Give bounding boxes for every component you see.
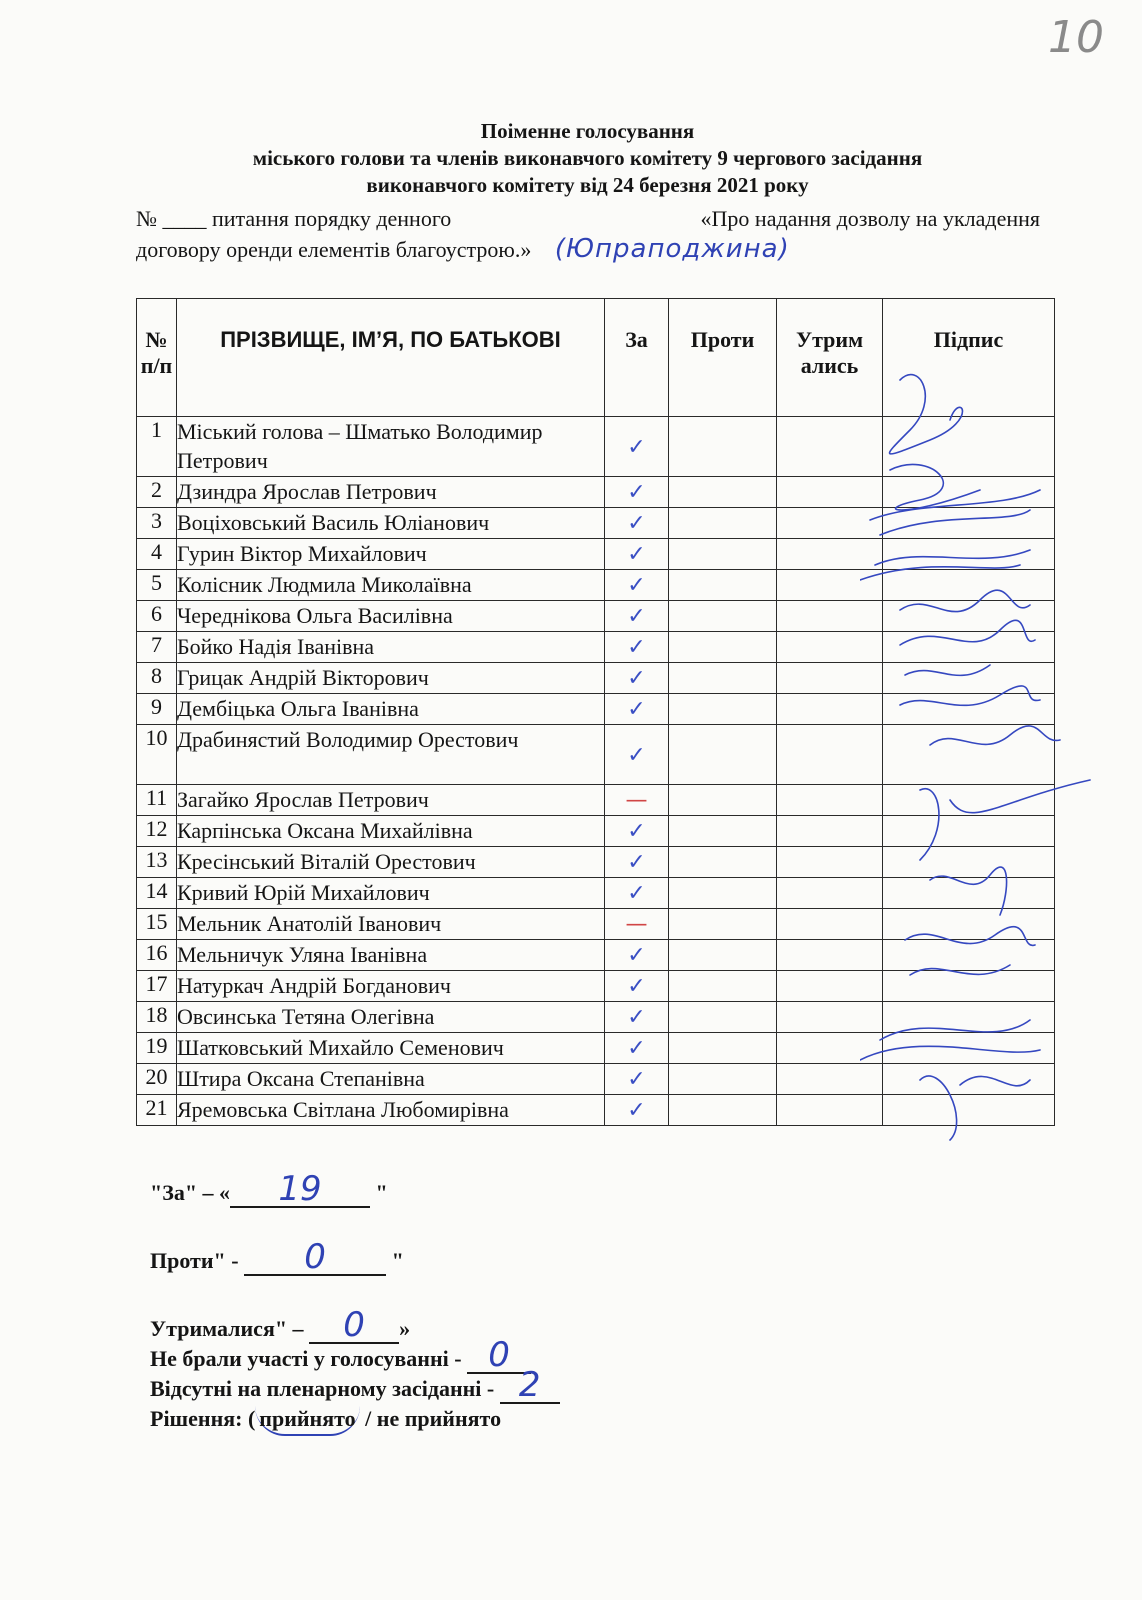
- vote-abstained-cell: [777, 1064, 883, 1095]
- table-row: [137, 570, 1055, 601]
- vote-against-cell: [669, 878, 777, 909]
- tally-not-voted-value: 0: [488, 1335, 510, 1375]
- vote-against-cell: [669, 477, 777, 508]
- tally-abstained-close: »: [399, 1316, 411, 1341]
- vote-for-cell: [605, 725, 669, 785]
- signature-cell: [883, 785, 1055, 816]
- vote-for-cell: [605, 632, 669, 663]
- vote-for-cell: [605, 1033, 669, 1064]
- vote-for-cell: [605, 477, 669, 508]
- voting-table: [136, 298, 1055, 1126]
- signature-cell: [883, 940, 1055, 971]
- vote-abstained-cell: [777, 663, 883, 694]
- header-signature: Підпис: [883, 299, 1055, 417]
- vote-for-cell: [605, 847, 669, 878]
- vote-abstained-cell: [777, 601, 883, 632]
- member-name: Кривий Юрій Михайлович: [177, 878, 605, 909]
- signature-cell: [883, 632, 1055, 663]
- row-num: 20: [137, 1064, 177, 1095]
- vote-against-cell: [669, 539, 777, 570]
- row-num: 9: [137, 694, 177, 725]
- row-num: 17: [137, 971, 177, 1002]
- signature-cell: [883, 878, 1055, 909]
- vote-abstained-cell: [777, 971, 883, 1002]
- signature-cell: [883, 694, 1055, 725]
- vote-abstained-cell: [777, 725, 883, 785]
- check-icon: ✓: [627, 573, 646, 598]
- vote-against-cell: [669, 417, 777, 477]
- question-prefix: № ____ питання порядку денного: [136, 206, 452, 231]
- signature-cell: [883, 909, 1055, 940]
- vote-for-cell: [605, 539, 669, 570]
- member-name: Дембіцька Ольга Іванівна: [177, 694, 605, 725]
- vote-for-cell: [605, 508, 669, 539]
- check-icon: ✓: [627, 850, 646, 875]
- vote-for-cell: [605, 601, 669, 632]
- vote-against-cell: [669, 785, 777, 816]
- tally-abstained-label: Утрималися" –: [150, 1316, 304, 1341]
- row-num: 3: [137, 508, 177, 539]
- vote-against-cell: [669, 1064, 777, 1095]
- tally-against-close: ": [391, 1248, 404, 1273]
- vote-abstained-cell: [777, 508, 883, 539]
- row-num: 4: [137, 539, 177, 570]
- vote-abstained-cell: [777, 1002, 883, 1033]
- row-num: 11: [137, 785, 177, 816]
- signature-cell: [883, 1064, 1055, 1095]
- signature-cell: [883, 816, 1055, 847]
- tally-abstained-blank: [309, 1305, 399, 1345]
- vote-for-cell: [605, 1095, 669, 1126]
- tally-absent-label: Відсутні на пленарному засіданні -: [150, 1376, 495, 1401]
- agenda-question: [136, 204, 1040, 265]
- member-name: Дзиндра Ярослав Петрович: [177, 477, 605, 508]
- table-row: [137, 417, 1055, 477]
- member-name: Овсинська Тетяна Олегівна: [177, 1002, 605, 1033]
- row-num: 13: [137, 847, 177, 878]
- row-num: 15: [137, 909, 177, 940]
- check-icon: ✓: [627, 434, 646, 460]
- question-text-line-1: «Про надання дозволу на укладення: [700, 206, 1040, 231]
- vote-against-cell: [669, 725, 777, 785]
- handwritten-topic: (Юпраподжина): [554, 234, 790, 264]
- tally-against-label: Проти" -: [150, 1248, 239, 1273]
- table-row: [137, 816, 1055, 847]
- check-icon: ✓: [627, 1005, 646, 1030]
- vote-abstained-cell: [777, 694, 883, 725]
- row-num: 12: [137, 816, 177, 847]
- tally-not-voted: [150, 1335, 531, 1375]
- vote-against-cell: [669, 632, 777, 663]
- vote-abstained-cell: [777, 785, 883, 816]
- tally-for-label: "За" – «: [150, 1180, 231, 1205]
- check-icon: ✓: [627, 943, 646, 968]
- decision-label: Рішення: (: [150, 1406, 256, 1431]
- member-name: Шатковський Михайло Семенович: [177, 1033, 605, 1064]
- vote-against-cell: [669, 694, 777, 725]
- heading-line-1: Поіменне голосування: [480, 119, 695, 143]
- row-num: 8: [137, 663, 177, 694]
- vote-against-cell: [669, 601, 777, 632]
- row-num: 6: [137, 601, 177, 632]
- decision-rest: / не прийнято: [365, 1406, 502, 1431]
- table-row: [137, 508, 1055, 539]
- row-num: 5: [137, 570, 177, 601]
- signature-cell: [883, 971, 1055, 1002]
- tally-against: [150, 1237, 404, 1277]
- vote-abstained-cell: [777, 909, 883, 940]
- row-num: 2: [137, 477, 177, 508]
- table-row: [137, 940, 1055, 971]
- tally-for: [150, 1169, 388, 1209]
- member-name: Штира Оксана Степанівна: [177, 1064, 605, 1095]
- check-icon: ✓: [627, 819, 646, 844]
- tally-not-voted-label: Не брали участі у голосуванні -: [150, 1346, 462, 1371]
- check-icon: ✓: [627, 635, 646, 660]
- member-name: Кресінський Віталій Орестович: [177, 847, 605, 878]
- vote-for-cell: [605, 570, 669, 601]
- tally-absent: [150, 1365, 560, 1405]
- table-row: [137, 785, 1055, 816]
- vote-against-cell: [669, 971, 777, 1002]
- signature-cell: [883, 508, 1055, 539]
- vote-against-cell: [669, 1095, 777, 1126]
- question-text-line-2: договору оренди елементів благоустрою.»: [136, 237, 532, 262]
- vote-against-cell: [669, 816, 777, 847]
- member-name: Мельничук Уляна Іванівна: [177, 940, 605, 971]
- table-row: [137, 663, 1055, 694]
- document-heading: [135, 118, 1040, 199]
- vote-against-cell: [669, 940, 777, 971]
- vote-for-cell: [605, 1064, 669, 1095]
- member-name: Воціховський Василь Юліанович: [177, 508, 605, 539]
- table-row: [137, 1002, 1055, 1033]
- tally-absent-value: 2: [518, 1365, 541, 1405]
- table-header-row: [137, 299, 1055, 417]
- vote-against-cell: [669, 1002, 777, 1033]
- vote-for-cell: [605, 940, 669, 971]
- vote-abstained-cell: [777, 847, 883, 878]
- page-number: 10: [1048, 12, 1104, 63]
- member-name: Драбинястий Володимир Орестович: [177, 725, 605, 785]
- tally-decision: [150, 1404, 501, 1436]
- member-name: Карпінська Оксана Михайлівна: [177, 816, 605, 847]
- heading-line-2: міського голови та членів виконавчого комітету 9 чергового засідання: [252, 146, 923, 170]
- table-row: [137, 878, 1055, 909]
- check-icon: ✓: [627, 666, 646, 691]
- member-name: Натуркач Андрій Богданович: [177, 971, 605, 1002]
- heading-line-3: виконавчого комітету від 24 березня 2021 року: [366, 173, 809, 197]
- signature-cell: [883, 663, 1055, 694]
- dash-mark: —: [625, 788, 648, 813]
- member-name: Грицак Андрій Вікторович: [177, 663, 605, 694]
- member-name: Мельник Анатолій Іванович: [177, 909, 605, 940]
- member-name: Гурин Віктор Михайлович: [177, 539, 605, 570]
- vote-against-cell: [669, 909, 777, 940]
- signature-cell: [883, 725, 1055, 785]
- signature-cell: [883, 1095, 1055, 1126]
- table-row: [137, 971, 1055, 1002]
- vote-for-cell: [605, 694, 669, 725]
- table-row: [137, 1064, 1055, 1095]
- signature-cell: [883, 847, 1055, 878]
- vote-for-cell: [605, 663, 669, 694]
- check-icon: ✓: [627, 1036, 646, 1061]
- check-icon: ✓: [627, 974, 646, 999]
- table-row: [137, 847, 1055, 878]
- vote-for-cell: [605, 971, 669, 1002]
- check-icon: ✓: [627, 1067, 646, 1092]
- signature-cell: [883, 1033, 1055, 1064]
- vote-abstained-cell: [777, 1095, 883, 1126]
- header-against: Проти: [669, 299, 777, 417]
- vote-against-cell: [669, 1033, 777, 1064]
- check-icon: ✓: [627, 542, 646, 567]
- vote-abstained-cell: [777, 417, 883, 477]
- check-icon: ✓: [627, 1098, 646, 1123]
- check-icon: ✓: [627, 511, 646, 536]
- tally-abstained: [150, 1305, 411, 1345]
- row-num: 18: [137, 1002, 177, 1033]
- signature-cell: [883, 601, 1055, 632]
- row-num: 7: [137, 632, 177, 663]
- header-abstained: Утрим ались: [777, 299, 883, 417]
- vote-abstained-cell: [777, 570, 883, 601]
- vote-abstained-cell: [777, 477, 883, 508]
- vote-abstained-cell: [777, 878, 883, 909]
- table-row: [137, 601, 1055, 632]
- tally-abstained-value: 0: [343, 1305, 365, 1345]
- vote-against-cell: [669, 663, 777, 694]
- member-name: Бойко Надія Іванівна: [177, 632, 605, 663]
- row-num: 14: [137, 878, 177, 909]
- check-icon: ✓: [627, 604, 646, 629]
- check-icon: ✓: [627, 697, 646, 722]
- header-name: ПРІЗВИЩЕ, ІМ’Я, ПО БАТЬКОВІ: [177, 299, 605, 417]
- table-row: [137, 1033, 1055, 1064]
- vote-for-cell: [605, 785, 669, 816]
- row-num: 16: [137, 940, 177, 971]
- tally-against-blank: [244, 1237, 386, 1277]
- signature-cell: [883, 417, 1055, 477]
- check-icon: ✓: [627, 742, 646, 768]
- vote-for-cell: [605, 816, 669, 847]
- tally-against-value: 0: [304, 1237, 326, 1277]
- table-row: [137, 477, 1055, 508]
- vote-abstained-cell: [777, 940, 883, 971]
- signature-cell: [883, 1002, 1055, 1033]
- member-name: Череднікова Ольга Василівна: [177, 601, 605, 632]
- vote-for-cell: [605, 878, 669, 909]
- row-num: 21: [137, 1095, 177, 1126]
- header-num: № п/п: [137, 299, 177, 417]
- signature-cell: [883, 539, 1055, 570]
- check-icon: ✓: [627, 480, 646, 505]
- signature-cell: [883, 570, 1055, 601]
- vote-abstained-cell: [777, 539, 883, 570]
- vote-for-cell: [605, 1002, 669, 1033]
- member-name: Загайко Ярослав Петрович: [177, 785, 605, 816]
- table-row: [137, 694, 1055, 725]
- vote-against-cell: [669, 847, 777, 878]
- row-num: 10: [137, 725, 177, 785]
- header-for: За: [605, 299, 669, 417]
- tally-for-close: ": [375, 1180, 388, 1205]
- vote-abstained-cell: [777, 1033, 883, 1064]
- vote-abstained-cell: [777, 816, 883, 847]
- row-num: 1: [137, 417, 177, 477]
- table-row: [137, 632, 1055, 663]
- vote-for-cell: [605, 909, 669, 940]
- check-icon: ✓: [627, 881, 646, 906]
- member-name: Колісник Людмила Миколаївна: [177, 570, 605, 601]
- table-row: [137, 539, 1055, 570]
- member-name: Міський голова – Шматько Володимир Петрович: [177, 417, 605, 477]
- tally-absent-blank: [500, 1365, 560, 1405]
- row-num: 19: [137, 1033, 177, 1064]
- tally-for-value: 19: [278, 1169, 322, 1209]
- vote-for-cell: [605, 417, 669, 477]
- table-row: [137, 1095, 1055, 1126]
- vote-abstained-cell: [777, 632, 883, 663]
- table-row: [137, 725, 1055, 785]
- tally-for-blank: [230, 1169, 370, 1209]
- vote-against-cell: [669, 508, 777, 539]
- member-name: Яремовська Світлана Любомирівна: [177, 1095, 605, 1126]
- decision-accepted: прийнято: [255, 1404, 359, 1436]
- table-row: [137, 909, 1055, 940]
- signature-cell: [883, 477, 1055, 508]
- dash-mark: —: [625, 912, 648, 937]
- vote-against-cell: [669, 570, 777, 601]
